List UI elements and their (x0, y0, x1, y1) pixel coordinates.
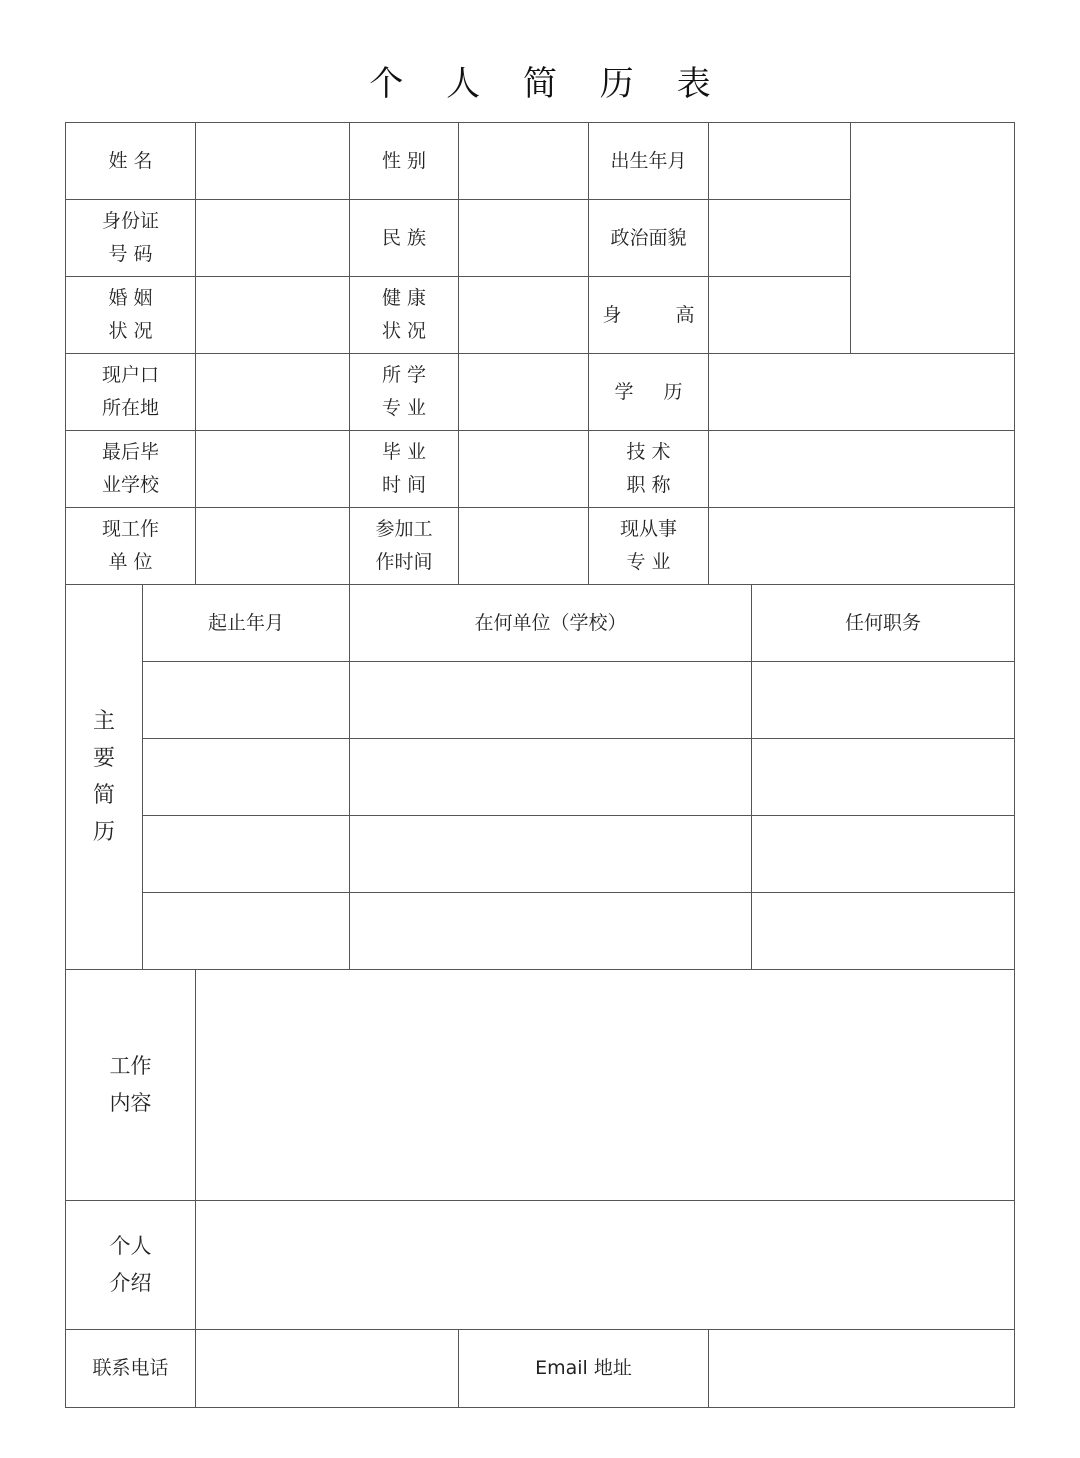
history-row-3-unit[interactable] (350, 816, 751, 892)
work-start-field[interactable] (459, 508, 588, 584)
education-field[interactable] (709, 354, 1014, 430)
history-label: 主 要 简 历 (92, 709, 115, 845)
history-row-1-unit[interactable] (350, 662, 751, 738)
birth-label: 出生年月 (610, 149, 687, 172)
history-header-period: 起止年月 (207, 611, 284, 634)
residence-field[interactable] (196, 354, 349, 430)
history-row-2-position[interactable] (752, 739, 1014, 815)
work-content-field[interactable] (196, 970, 1014, 1200)
personal-intro-label: 个人 介绍 (109, 1234, 152, 1295)
email-label: Email 地址 (535, 1357, 632, 1379)
current-profession-label: 现从事 专 业 (619, 518, 677, 573)
last-school-field[interactable] (196, 431, 349, 507)
marital-status-label: 婚 姻 状 况 (108, 287, 153, 342)
work-content-label: 工作 内容 (109, 1054, 152, 1115)
current-profession-field[interactable] (709, 508, 1014, 584)
id-number-field[interactable] (196, 200, 349, 276)
phone-label: 联系电话 (92, 1357, 169, 1379)
name-label: 姓 名 (108, 149, 153, 172)
page-title: 个 人 简 历 表 (369, 64, 727, 104)
birth-field[interactable] (709, 123, 850, 199)
history-row-4-unit[interactable] (350, 893, 751, 969)
graduation-time-field[interactable] (459, 431, 588, 507)
gender-field[interactable] (459, 123, 588, 199)
health-status-field[interactable] (459, 277, 588, 353)
ethnicity-field[interactable] (459, 200, 588, 276)
phone-field[interactable] (196, 1330, 458, 1407)
id-number-label: 身份证 号 码 (101, 210, 159, 265)
name-field[interactable] (196, 123, 349, 199)
last-school-label: 最后毕 业学校 (101, 441, 159, 496)
history-row-4-period[interactable] (143, 893, 349, 969)
work-start-label: 参加工 作时间 (375, 518, 433, 573)
ethnicity-label: 民 族 (381, 226, 427, 249)
major-label: 所 学 专 业 (381, 364, 427, 419)
email-field[interactable] (709, 1330, 1014, 1407)
height-field[interactable] (709, 277, 850, 353)
graduation-time-label: 毕 业 时 间 (381, 441, 427, 496)
current-employer-field[interactable] (196, 508, 349, 584)
history-row-2-unit[interactable] (350, 739, 751, 815)
personal-intro-field[interactable] (196, 1201, 1014, 1329)
history-row-3-period[interactable] (143, 816, 349, 892)
education-label: 学 历 (614, 380, 695, 403)
history-header-unit: 在何单位（学校） (474, 611, 627, 634)
tech-title-label: 技 术 职 称 (626, 441, 671, 496)
health-status-label: 健 康 状 况 (381, 287, 427, 342)
tech-title-field[interactable] (709, 431, 1014, 507)
height-label: 身 高 (602, 303, 719, 326)
political-status-label: 政治面貌 (610, 226, 687, 249)
photo-area[interactable] (851, 123, 1014, 353)
history-row-3-position[interactable] (752, 816, 1014, 892)
history-row-2-period[interactable] (143, 739, 349, 815)
marital-status-field[interactable] (196, 277, 349, 353)
political-status-field[interactable] (709, 200, 850, 276)
history-header-position: 任何职务 (844, 611, 921, 634)
history-row-1-period[interactable] (143, 662, 349, 738)
history-row-4-position[interactable] (752, 893, 1014, 969)
gender-label: 性 别 (381, 149, 427, 172)
current-employer-label: 现工作 单 位 (101, 518, 159, 573)
major-field[interactable] (459, 354, 588, 430)
residence-label: 现户口 所在地 (101, 364, 159, 419)
history-row-1-position[interactable] (752, 662, 1014, 738)
